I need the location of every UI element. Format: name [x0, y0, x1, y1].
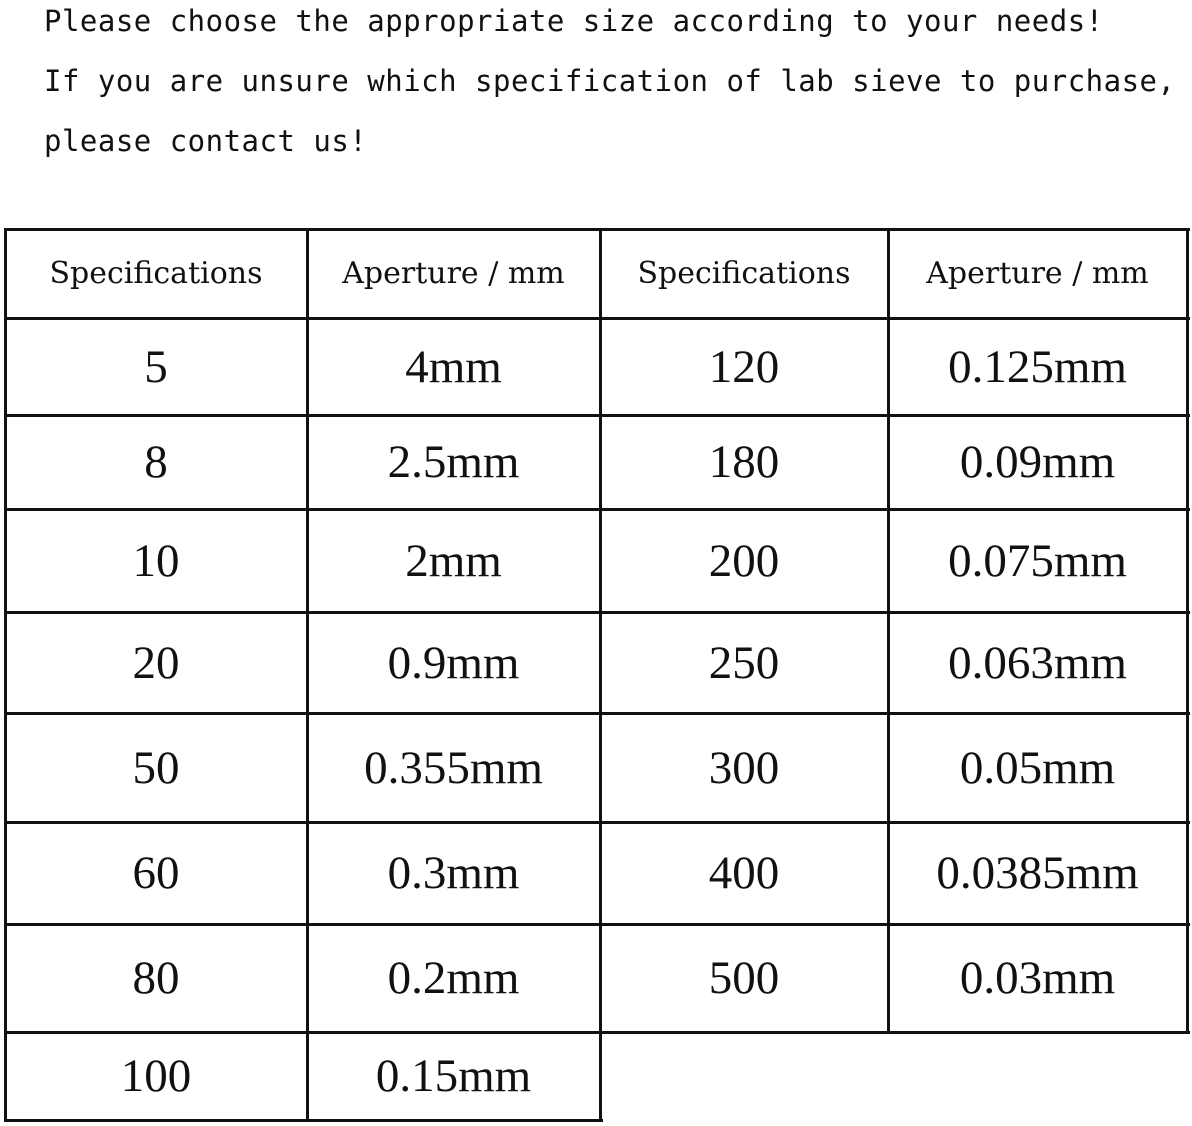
header-aperture: Aperture / mm: [926, 256, 1149, 291]
spec-cell: 60: [132, 847, 180, 899]
intro-line: If you are unsure which specification of lab sieve to purchase,: [44, 64, 1176, 98]
aperture-cell: 0.075mm: [948, 534, 1127, 587]
header-specifications: Specifications: [49, 256, 263, 291]
spec-cell: 180: [708, 436, 780, 488]
spec-cell: 20: [132, 636, 180, 689]
spec-cell: 300: [708, 741, 780, 794]
spec-cell: 250: [708, 636, 780, 689]
aperture-cell: 0.063mm: [948, 636, 1127, 689]
aperture-cell: 0.05mm: [959, 741, 1116, 794]
spec-cell: 50: [132, 741, 180, 794]
intro-line: please contact us!: [44, 124, 368, 158]
spec-cell: 500: [708, 952, 780, 1004]
aperture-cell: 0.0385mm: [936, 847, 1139, 899]
intro-line: Please choose the appropriate size according to your needs!: [44, 4, 1104, 38]
spec-cell: 5: [144, 340, 168, 393]
aperture-cell: 0.3mm: [387, 847, 520, 899]
header-specifications: Specifications: [637, 256, 851, 291]
spec-cell: 80: [132, 952, 180, 1004]
spec-cell: 10: [132, 534, 180, 587]
aperture-cell: 0.9mm: [387, 636, 520, 689]
header-aperture: Aperture / mm: [342, 256, 565, 291]
aperture-cell: 0.15mm: [375, 1050, 532, 1102]
spec-cell: 100: [120, 1050, 192, 1102]
aperture-cell: 0.355mm: [364, 741, 543, 794]
spec-cell: 400: [708, 847, 780, 899]
spec-cell: 200: [708, 534, 780, 587]
spec-cell: 120: [708, 340, 780, 393]
spec-cell: 8: [144, 436, 168, 488]
aperture-cell: 0.2mm: [387, 952, 520, 1004]
aperture-cell: 0.09mm: [959, 436, 1116, 488]
aperture-cell: 2.5mm: [387, 436, 520, 488]
aperture-cell: 0.125mm: [948, 340, 1127, 393]
aperture-cell: 0.03mm: [959, 952, 1116, 1004]
aperture-cell: 2mm: [405, 534, 502, 587]
aperture-cell: 4mm: [405, 340, 502, 393]
